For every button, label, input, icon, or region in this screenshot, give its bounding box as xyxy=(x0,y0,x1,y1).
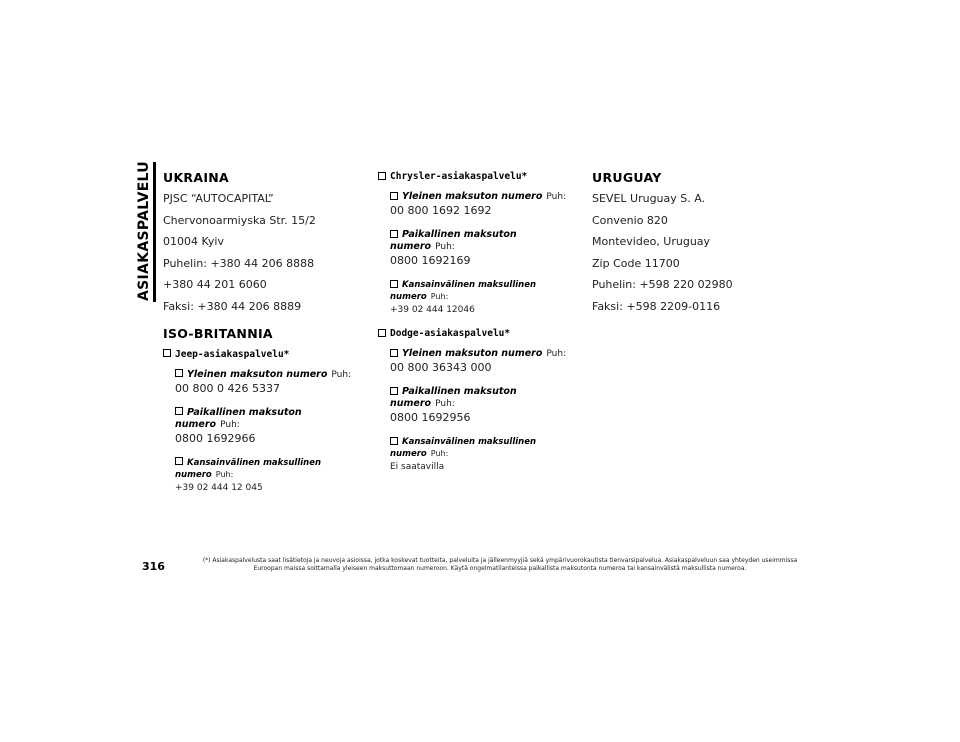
uruguay-line: SEVEL Uruguay S. A. xyxy=(592,192,706,205)
uruguay-title: URUGUAY xyxy=(592,170,662,185)
uruguay-line: Convenio 820 xyxy=(592,213,668,227)
checkbox-bullet-icon xyxy=(390,192,398,200)
uruguay-line: Faksi: +598 2209-0116 xyxy=(592,299,721,313)
phone-number: +39 02 444 12046 xyxy=(390,305,475,315)
footnote xyxy=(190,557,810,573)
phone-number: +39 02 444 12 045 xyxy=(175,482,263,493)
section-side-tab xyxy=(134,162,156,302)
jeep-item: Paikallinen maksuton numero Puh: 0800 1692966 xyxy=(175,407,368,446)
ukraina-line: Chervonoarmiyska Str. 15/2 xyxy=(163,213,316,227)
checkbox-bullet-icon xyxy=(163,349,171,357)
phone-number: 00 800 1692 1692 xyxy=(390,204,492,217)
ukraina-line: 01004 Kyiv xyxy=(163,235,224,248)
ukraina-line: Puhelin: +380 44 206 8888 xyxy=(163,256,315,270)
column-2 xyxy=(378,170,578,484)
checkbox-bullet-icon xyxy=(378,172,386,180)
checkbox-bullet-icon xyxy=(390,437,398,445)
checkbox-bullet-icon xyxy=(390,230,398,238)
column-1 xyxy=(163,170,368,505)
dodge-item: Yleinen maksuton numero Puh: 00 800 36343 000 xyxy=(390,348,578,375)
iso-britannia-title: ISO-BRITANNIA xyxy=(163,325,273,341)
ukraina-title: UKRAINA xyxy=(163,170,230,185)
uruguay-line: Zip Code 11700 xyxy=(592,256,680,270)
chrysler-item: Paikallinen maksuton numero Puh: 0800 1692169 xyxy=(390,229,578,268)
phone-number: 0800 1692966 xyxy=(175,431,256,445)
phone-number: Ei saatavilla xyxy=(390,462,445,472)
checkbox-bullet-icon xyxy=(175,457,183,465)
phone-number: 00 800 36343 000 xyxy=(390,361,492,374)
ukraina-line: PJSC “AUTOCAPITAL” xyxy=(163,192,274,205)
footnote-line: (*) Asiakaspalvelusta saat lisätietoja ja neuvoja asioissa, jotka koskevat tuotteita, palveluita ja jälleenmyyjiä sekä ympärivuorokautista tienvarsipalvelua. Asiakaspalveluun saa yhteyden useimmissa xyxy=(202,557,798,564)
ukraina-line: +380 44 201 6060 xyxy=(163,278,267,291)
checkbox-bullet-icon xyxy=(390,349,398,357)
page-number: 316 xyxy=(142,560,165,573)
side-tab-label: ASIAKASPALVELU xyxy=(136,161,152,301)
jeep-item: Kansainvälinen maksullinen numero Puh: +39 02 444 12 045 xyxy=(175,457,368,494)
column-3 xyxy=(592,170,792,321)
chrysler-heading: Chrysler-asiakaspalvelu* xyxy=(378,170,578,183)
uruguay-line: Montevideo, Uruguay xyxy=(592,235,711,248)
phone-number: 00 800 0 426 5337 xyxy=(175,381,280,395)
footnote-line: Euroopan maissa soittamalla yleiseen maksuttomaan numeroon. Käytä ongelmatilanteissa paikallista maksutonta numeroa tai kansainvälistä maksullista numeroa. xyxy=(253,565,747,572)
checkbox-bullet-icon xyxy=(390,387,398,395)
chrysler-item: Kansainvälinen maksullinen numero Puh: +39 02 444 12046 xyxy=(390,279,578,316)
checkbox-bullet-icon xyxy=(175,407,183,415)
checkbox-bullet-icon xyxy=(390,280,398,288)
checkbox-bullet-icon xyxy=(175,369,183,377)
side-tab-bar xyxy=(153,162,156,302)
jeep-heading: Jeep-asiakaspalvelu* xyxy=(163,348,368,361)
jeep-item: Yleinen maksuton numero Puh: 00 800 0 426 5337 xyxy=(175,369,368,396)
phone-number: 0800 1692169 xyxy=(390,254,471,267)
dodge-item: Kansainvälinen maksullinen numero Puh: Ei saatavilla xyxy=(390,436,578,473)
uruguay-line: Puhelin: +598 220 02980 xyxy=(592,278,733,291)
checkbox-bullet-icon xyxy=(378,329,386,337)
chrysler-item: Yleinen maksuton numero Puh: 00 800 1692 1692 xyxy=(390,191,578,218)
phone-number: 0800 1692956 xyxy=(390,411,471,424)
ukraina-line: Faksi: +380 44 206 8889 xyxy=(163,299,302,313)
dodge-item: Paikallinen maksuton numero Puh: 0800 1692956 xyxy=(390,386,578,425)
dodge-heading: Dodge-asiakaspalvelu* xyxy=(378,327,578,340)
